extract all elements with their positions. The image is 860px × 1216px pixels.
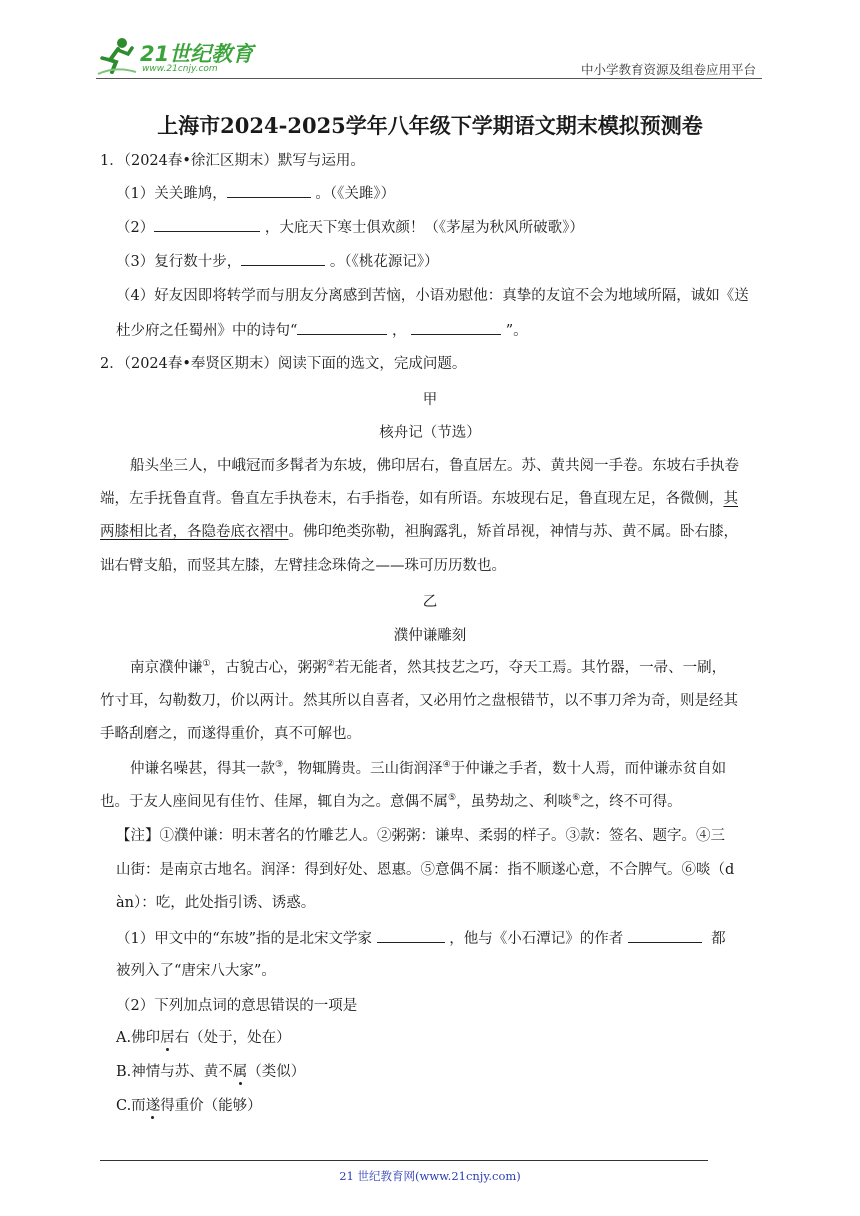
blank-5[interactable] bbox=[411, 320, 501, 335]
q1-sub3-text: （3）复行数十步， bbox=[116, 254, 242, 270]
option-a-text: A.佛印 bbox=[116, 1030, 161, 1046]
passage-jia-title: 核舟记（节选） bbox=[379, 425, 481, 441]
q1-sub4-text: 杜少府之任蜀州》中的诗句“ bbox=[116, 323, 298, 339]
subq-1-text-a: （1）甲文中的“东坡”指的是北宋文学家 bbox=[116, 931, 373, 947]
yi-line-1 bbox=[130, 658, 726, 678]
subq-2: （2）下列加点词的意思错误的一项是 bbox=[116, 998, 358, 1014]
blank-4[interactable] bbox=[297, 320, 387, 335]
subq-1-line2: 被列入了“唐宋八大家”。 bbox=[116, 963, 276, 979]
yi-text-1a: 南京濮仲谦 bbox=[130, 660, 203, 676]
yi-text-4b: ，物辄腾贵。三山街润泽 bbox=[283, 761, 443, 777]
q1-stem: 1．（2024春•徐汇区期末）默写与运用。 bbox=[100, 153, 365, 169]
q1-sub2-source: ，大庇天下寒士俱欢颜！（《茅屋为秋风所破歌》） bbox=[264, 220, 584, 236]
option-a[interactable] bbox=[116, 1028, 291, 1048]
note-line-1: 【注】①濮仲谦：明末著名的竹雕艺人。②粥粥：谦卑、柔弱的样子。③款：签名、题字。④三 bbox=[116, 828, 725, 844]
jia-line-2 bbox=[100, 489, 738, 509]
passage-jia-label: 甲 bbox=[422, 392, 438, 408]
jia-underlined-start: 其 bbox=[723, 491, 738, 507]
yi-text-5c: 之，终不可得。 bbox=[580, 794, 682, 810]
option-c-dotted-word: 遂 bbox=[145, 1098, 161, 1114]
footnote-1: ① bbox=[202, 659, 211, 670]
footnote-6: ⑥ bbox=[572, 793, 581, 804]
q1-sub1-source: 。（《关雎》） bbox=[315, 186, 396, 202]
q1-sub4-line1: （4）好友因即将转学而与朋友分离感到苦恼，小语劝慰他：真挚的友谊不会为地域所隔，诚如《送 bbox=[116, 288, 749, 304]
header-logo[interactable] bbox=[96, 36, 266, 80]
q1-sub2 bbox=[116, 217, 584, 238]
yi-line-3: 手略刮磨之，而遂得重价，真不可解也。 bbox=[100, 726, 361, 742]
note-line-3: àn）：吃，此处指引诱、诱惑。 bbox=[116, 895, 316, 911]
footer-rule bbox=[100, 1160, 708, 1161]
jia-line-1: 船头坐三人，中峨冠而多髯者为东坡，佛印居右，鲁直居左。苏、黄共阅一手卷。东坡右手执卷 bbox=[130, 458, 739, 474]
q2-stem: 2．（2024春•奉贤区期末）阅读下面的选文，完成问题。 bbox=[100, 356, 467, 372]
note-line-2: 山街：是南京古地名。润泽：得到好处、恩惠。⑤意偶不属：指不顺遂心意，不合脾气。⑥啖（d bbox=[116, 862, 735, 878]
subq-1-text-b: ，他与《小石潭记》的作者 bbox=[449, 931, 624, 947]
option-b[interactable] bbox=[116, 1062, 305, 1082]
footnote-4: ④ bbox=[442, 760, 451, 771]
q1-sub3-source: 。（《桃花源记》） bbox=[329, 254, 439, 270]
logo-wordmark: 21世纪教育 bbox=[140, 42, 254, 66]
option-c-gloss: 得重价（能够） bbox=[160, 1098, 262, 1114]
page-title: 上海市2024-2025学年八年级下学期语文期末模拟预测卷 bbox=[157, 113, 703, 138]
passage-yi-label: 乙 bbox=[422, 594, 438, 610]
yi-text-5b: ，虽势劫之、利啖 bbox=[456, 794, 573, 810]
header-rule bbox=[96, 78, 762, 79]
blank-3[interactable] bbox=[241, 251, 325, 266]
q1-sub3 bbox=[116, 251, 439, 272]
jia-underlined-sentence: 两膝相比者，各隐卷底衣褶中 bbox=[100, 524, 289, 540]
blank-7[interactable] bbox=[628, 928, 702, 943]
yi-text-4a: 仲谦名噪甚，得其一款 bbox=[130, 761, 275, 777]
option-c[interactable] bbox=[116, 1096, 262, 1116]
jia-line-2-text: 端，左手抚鲁直背。鲁直左手执卷末，右手指卷，如有所语。东坡现右足，鲁直现左足，各微侧， bbox=[100, 491, 724, 507]
q1-sub2-text: （2） bbox=[116, 220, 155, 236]
footnote-2: ② bbox=[326, 659, 335, 670]
q1-sub4-comma: ， bbox=[392, 323, 407, 339]
yi-line-5 bbox=[100, 792, 682, 812]
subq-1-line1 bbox=[116, 928, 726, 949]
footnote-3: ③ bbox=[275, 760, 284, 771]
yi-line-4 bbox=[130, 759, 726, 779]
platform-label: 中小学教育资源及组卷应用平台 bbox=[580, 62, 756, 77]
option-c-text: C.而 bbox=[116, 1098, 146, 1114]
option-a-gloss: 右（处于，处在） bbox=[174, 1030, 291, 1046]
blank-6[interactable] bbox=[377, 928, 445, 943]
option-b-text: B.神情与苏、黄不 bbox=[116, 1064, 233, 1080]
subq-1-text-c: 都 bbox=[711, 931, 726, 947]
yi-text-4c: 于仲谦之手者，数十人焉，而仲谦赤贫自如 bbox=[450, 761, 727, 777]
blank-2[interactable] bbox=[154, 217, 260, 232]
q1-sub1 bbox=[116, 183, 395, 204]
option-b-dotted-word: 属 bbox=[232, 1064, 248, 1080]
passage-yi-title: 濮仲谦雕刻 bbox=[393, 628, 467, 644]
option-b-gloss: （类似） bbox=[247, 1064, 306, 1080]
footer-link[interactable]: 21 世纪教育网(www.21cnjy.com) bbox=[339, 1169, 521, 1183]
q1-sub4-end: ”。 bbox=[505, 323, 528, 339]
q1-sub4-line2 bbox=[116, 320, 528, 341]
yi-line-2: 竹寸耳，勾勒数刀，价以两计。然其所以自喜者，又必用竹之盘根错节，以不事刀斧为奇，则是经其 bbox=[100, 693, 738, 709]
q1-sub1-text: （1）关关雎鸠， bbox=[116, 186, 227, 202]
logo-url: www.21cnjy.com bbox=[142, 64, 218, 74]
footnote-5: ⑤ bbox=[448, 793, 457, 804]
runner-logo-icon bbox=[96, 36, 138, 78]
yi-text-5a: 也。于友人座间见有佳竹、佳犀，辄自为之。意偶不属 bbox=[100, 794, 448, 810]
blank-1[interactable] bbox=[227, 183, 311, 198]
jia-line-4: 诎右臂支船，而竖其左膝，左臂挂念珠倚之——珠可历历数也。 bbox=[100, 558, 506, 574]
yi-text-1b: ，古貌古心，粥粥 bbox=[210, 660, 327, 676]
yi-text-1c: 若无能者，然其技艺之巧，夺天工焉。其竹器，一帚、一刷， bbox=[334, 660, 727, 676]
option-a-dotted-word: 居 bbox=[160, 1030, 175, 1046]
jia-line-3-text: 。佛印绝类弥勒，袒胸露乳，矫首昂视，神情与苏、黄不属。卧右膝， bbox=[288, 524, 738, 540]
jia-line-3 bbox=[100, 522, 738, 542]
